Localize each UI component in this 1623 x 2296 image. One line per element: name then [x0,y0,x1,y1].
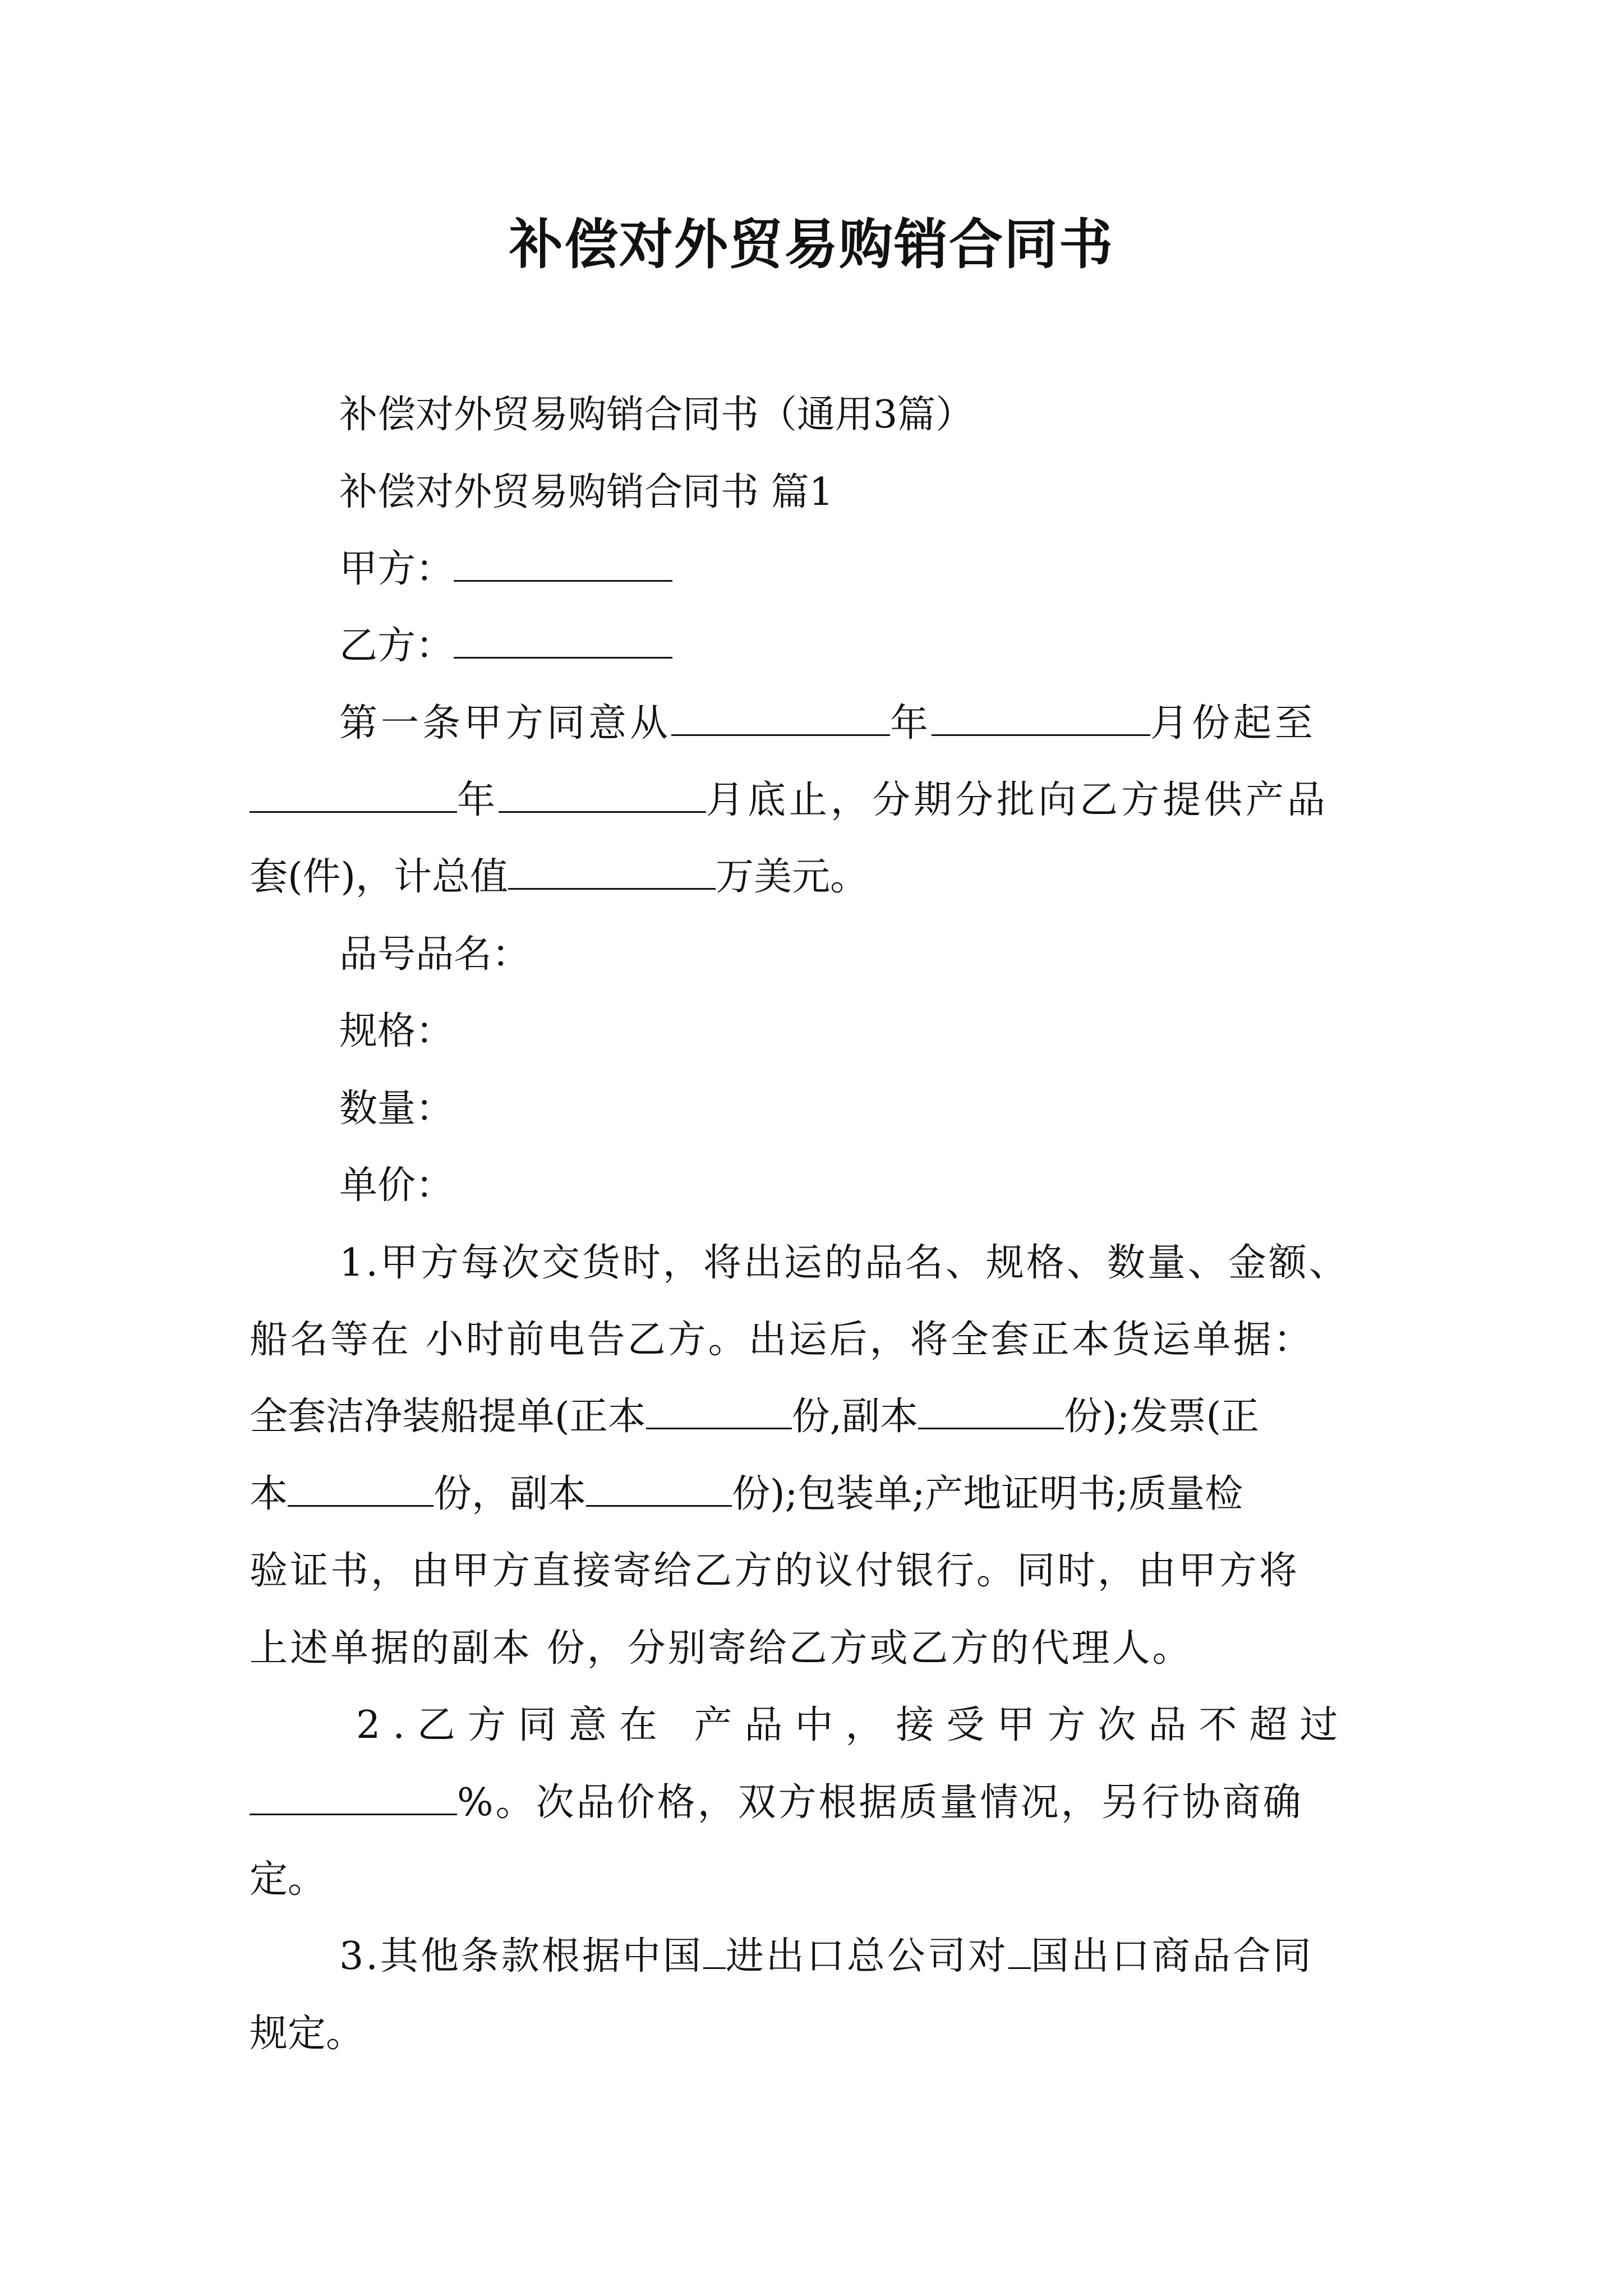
clause3-line1 [339,1934,1313,1979]
article1-blank-total [508,855,716,890]
document-subtitle: 补偿对外贸易购销合同书（通用3篇） [339,393,974,437]
clause1-blank-invoice-copy [586,1473,732,1507]
party-b-label: 乙方： [339,624,454,668]
clause2-blank-percent [250,1781,457,1815]
clause1-text-c: 份);发票(正 [1064,1395,1260,1439]
section-heading: 补偿对外贸易购销合同书 篇1 [339,470,833,514]
article1-blank-year-from [671,702,890,736]
clause1-text-a: 全套洁净装船提单(正本 [250,1395,646,1439]
clause2-line1: 2.乙方同意在 产品中，接受甲方次品不超过 [356,1703,1350,1747]
party-a-label: 甲方： [339,547,454,591]
article1-blank-month-to [499,779,706,813]
clause1-line1: 1.甲方每次交货时，将出运的品名、规格、数量、金额、 [339,1241,1349,1285]
field-spec: 规格： [339,1009,454,1053]
clause1-text-b: 份,副本 [791,1395,919,1439]
clause1-line6: 上述单据的副本 份，分别寄给乙方或乙方的代理人。 [250,1626,1193,1671]
clause2-text: %。次品价格，双方根据质量情况，另行协商确 [457,1780,1303,1825]
document-title: 补偿对外贸易购销合同书 [509,213,1114,276]
article1-text-g: 万美元。 [716,855,869,899]
article1-text-f: 套(件)，计总值 [250,855,509,899]
clause3-text-b: 进出口总公司对 [725,1934,1008,1978]
clause1-text-f: 份);包装单;产地证明书;质量检 [732,1472,1243,1516]
article1-blank-month-from [932,702,1150,736]
clause1-line5: 验证书，由甲方直接寄给乙方的议付银行。同时，由甲方将 [250,1549,1300,1593]
clause1-blank-copy [918,1395,1064,1429]
clause3-line2: 规定。 [250,2012,365,2056]
party-a-blank [454,547,672,582]
party-a-line [339,547,672,592]
article1-text-a: 第一条甲方同意从 [339,701,672,746]
clause1-text-d: 本 [250,1472,288,1516]
article1-line1 [339,701,1316,746]
article1-text-e: 月底止，分期分批向乙方提供产品 [706,778,1329,822]
article1-blank-year-to [250,779,457,813]
clause2-line2 [250,1780,1303,1825]
article1-line2 [250,778,1329,823]
clause3-blank-country [1008,1935,1031,1969]
field-qty: 数量： [339,1087,454,1131]
article1-text-b: 年 [890,701,932,746]
clause1-blank-invoice-original [288,1473,434,1507]
clause3-text-a: 3.其他条款根据中国 [339,1934,703,1978]
clause1-blank-original [646,1395,792,1429]
clause1-line2: 船名等在 小时前电告乙方。出运后，将全套正本货运单据： [250,1318,1314,1362]
clause1-line4 [250,1472,1243,1517]
field-price: 单价： [339,1163,454,1208]
clause1-text-e: 份，副本 [434,1472,587,1516]
clause2-line3: 定。 [250,1857,326,1902]
clause1-line3 [250,1395,1259,1439]
clause3-blank-company [703,1935,726,1969]
article1-line3 [250,855,868,900]
party-b-line [339,624,672,669]
clause3-text-c: 国出口商品合同 [1030,1934,1313,1978]
field-product: 品号品名： [339,932,531,977]
party-b-blank [454,624,672,659]
article1-text-c: 月份起至 [1150,701,1317,746]
article1-text-d: 年 [457,778,499,822]
